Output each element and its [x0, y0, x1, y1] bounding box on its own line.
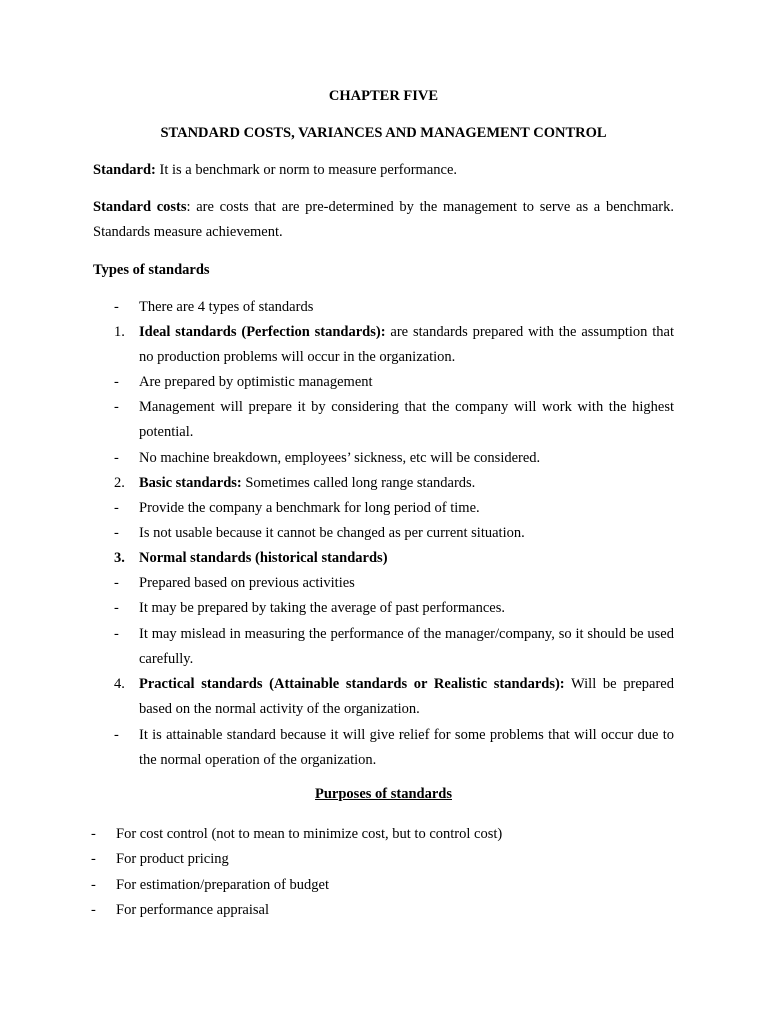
chapter-title: CHAPTER FIVE — [328, 88, 439, 104]
dash-marker: - — [114, 374, 119, 390]
list-item-text: Is not usable because it cannot be changed as per current situation. — [139, 525, 525, 541]
standard-definition — [93, 158, 674, 183]
dash-marker: - — [114, 450, 119, 466]
dash-marker: - — [91, 902, 96, 918]
list-item-text: Management will prepare it by considering that the company will work with the highest potential. — [139, 399, 674, 440]
dash-marker: - — [91, 851, 96, 867]
list-item-text — [139, 320, 674, 370]
basic-standards-term: Basic standards: — [139, 475, 242, 491]
number-marker: 3. — [114, 550, 125, 566]
dash-marker: - — [114, 399, 119, 415]
normal-standards-term: Normal standards (historical standards) — [139, 550, 388, 566]
practical-standards-term: Practical standards (Attainable standards or Realistic standards): — [139, 676, 565, 692]
dash-marker: - — [91, 877, 96, 893]
list-item-text: Provide the company a benchmark for long period of time. — [139, 500, 480, 516]
standard-text: It is a benchmark or norm to measure performance. — [155, 162, 458, 178]
list-item-text: It is attainable standard because it will give relief for some problems that will occur due to the normal operation of the organization. — [139, 727, 674, 768]
list-item-text: Are prepared by optimistic management — [139, 374, 373, 390]
dash-marker: - — [91, 826, 96, 842]
dash-marker: - — [114, 500, 119, 516]
list-item-text — [139, 672, 674, 722]
number-marker: 4. — [114, 676, 125, 692]
standard-costs-term: Standard costs — [93, 199, 187, 215]
dash-marker: - — [114, 299, 119, 315]
list-item-text: There are 4 types of standards — [139, 299, 314, 315]
ideal-standards-text: are standards prepared with the assumption that no production problems will occur in the organization. — [139, 324, 674, 365]
standard-costs-definition — [93, 195, 674, 245]
dash-marker: - — [114, 600, 119, 616]
number-marker: 1. — [114, 324, 125, 340]
types-heading: Types of standards — [93, 262, 210, 278]
list-item-text: For performance appraisal — [116, 902, 269, 918]
list-item-text: For product pricing — [116, 851, 229, 867]
practical-standards-text: Will be prepared based on the normal activity of the organization. — [139, 676, 674, 717]
list-item-text: For cost control (not to mean to minimize cost, but to control cost) — [116, 826, 503, 842]
standard-term: Standard: — [93, 162, 156, 178]
list-item-text: For estimation/preparation of budget — [116, 877, 330, 893]
dash-marker: - — [114, 575, 119, 591]
list-item-text: Prepared based on previous activities — [139, 575, 355, 591]
list-item-text: It may be prepared by taking the average of past performances. — [139, 600, 505, 616]
ideal-standards-term: Ideal standards (Perfection standards): — [139, 324, 386, 340]
standard-costs-text: : are costs that are pre-determined by the management to serve as a benchmark. Standards measure achievement. — [93, 199, 674, 240]
dash-marker: - — [114, 727, 119, 743]
basic-standards-text: Sometimes called long range standards. — [241, 475, 476, 491]
list-item-text: It may mislead in measuring the performance of the manager/company, so it should be used carefully. — [139, 626, 674, 667]
purposes-heading: Purposes of standards — [315, 786, 452, 802]
dash-marker: - — [114, 525, 119, 541]
list-item-text: No machine breakdown, employees’ sickness, etc will be considered. — [139, 450, 541, 466]
list-item-text — [139, 471, 674, 496]
chapter-subtitle: STANDARD COSTS, VARIANCES AND MANAGEMENT CONTROL — [160, 125, 607, 141]
number-marker: 2. — [114, 475, 125, 491]
dash-marker: - — [114, 626, 119, 642]
